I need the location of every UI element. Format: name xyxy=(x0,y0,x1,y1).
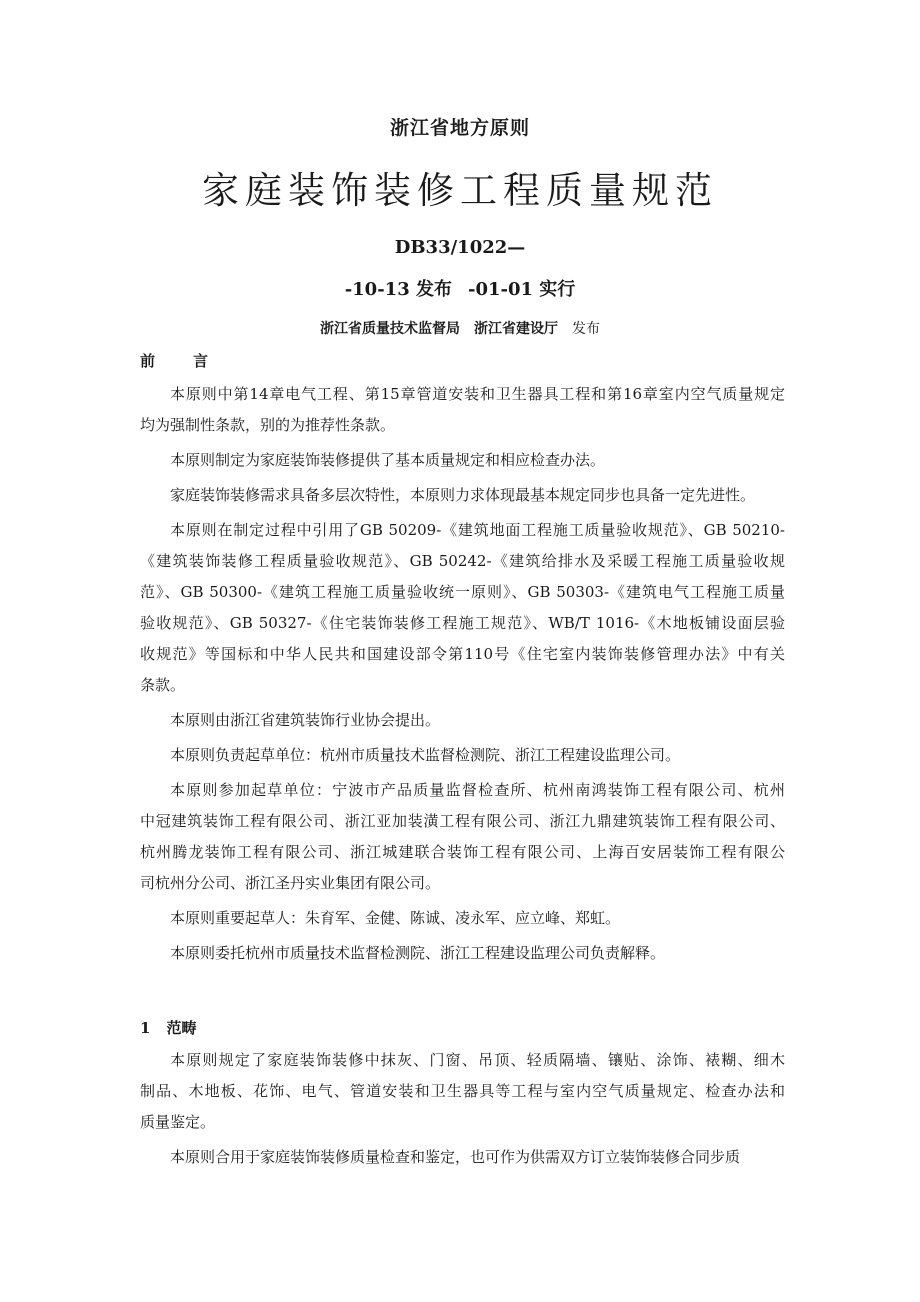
issuer-2: 浙江省建设厅 xyxy=(474,321,558,337)
standard-code: DB33/1022— xyxy=(394,237,526,258)
foreword-paragraph-line: 司杭州分公司、浙江圣丹实业集团有限公司。 xyxy=(140,874,441,892)
foreword-paragraph-line: 杭州腾龙装饰工程有限公司、浙江城建联合装饰工程有限公司、上海百安居装饰工程有限公 xyxy=(140,843,785,861)
section-1-paragraph-line: 质量鉴定。 xyxy=(140,1113,216,1131)
section-1-heading xyxy=(140,1017,196,1038)
foreword-paragraph xyxy=(140,445,785,476)
section-1-paragraph xyxy=(140,1045,785,1138)
foreword-paragraph xyxy=(140,705,785,736)
issue-date: -10-13 发布 xyxy=(344,279,452,300)
foreword-paragraph-line: 本原则参加起草单位：宁波市产品质量监督检查所、杭州南鸿装饰工程有限公司、杭州 xyxy=(170,781,785,799)
foreword-paragraph xyxy=(140,379,785,441)
issuer-suffix: 发布 xyxy=(572,321,600,337)
document-title: 家庭装饰装修工程质量规范 xyxy=(202,169,718,212)
foreword-paragraph-line: 本原则中第14章电气工程、第15章管道安装和卫生器具工程和第16章室内空气质量规定 xyxy=(170,385,785,403)
foreword-paragraph-line: 条款。 xyxy=(140,676,186,694)
foreword-paragraph xyxy=(140,903,785,934)
section-1-paragraph-line: 制品、木地板、花饰、电气、管道安装和卫生器具等工程与室内空气质量规定、检查办法和 xyxy=(140,1082,785,1100)
issuer-line xyxy=(0,318,920,338)
foreword-paragraph-line: 本原则委托杭州市质量技术监督检测院、浙江工程建设监理公司负责解释。 xyxy=(170,944,666,962)
foreword-paragraph-line: 本原则制定为家庭装饰装修提供了基本质量规定和相应检查办法。 xyxy=(170,451,606,469)
foreword-paragraph-line: 均为强制性条款，别的为推荐性条款。 xyxy=(140,416,396,434)
foreword-paragraph-line: 《建筑装饰装修工程质量验收规范》、GB 50242-《建筑给排水及采暖工程施工质量验收规 xyxy=(140,552,785,570)
foreword-paragraph-line: 本原则由浙江省建筑装饰行业协会提出。 xyxy=(170,711,441,729)
section-1-paragraph-line: 本原则合用于家庭装饰装修质量检查和鉴定，也可作为供需双方订立装饰装修合同步质 xyxy=(170,1148,741,1166)
foreword-paragraph-line: 本原则重要起草人：朱育军、金健、陈诚、凌永军、应立峰、郑虹。 xyxy=(170,909,621,927)
document-type: 浙江省地方原则 xyxy=(389,117,530,139)
foreword-paragraph xyxy=(140,515,785,701)
section-1-paragraph-line: 本原则规定了家庭装饰装修中抹灰、门窗、吊顶、轻质隔墙、镶贴、涂饰、裱糊、细木 xyxy=(170,1051,785,1069)
foreword-paragraph-line: 本原则在制定过程中引用了GB 50209-《建筑地面工程施工质量验收规范》、GB 50210- xyxy=(170,521,785,539)
foreword-paragraph xyxy=(140,775,785,899)
foreword-paragraph-line: 收规范》等国标和中华人民共和国建设部令第110号《住宅室内装饰装修管理办法》中有关 xyxy=(140,645,785,663)
issuer-1: 浙江省质量技术监督局 xyxy=(320,321,460,337)
section-1-paragraph xyxy=(140,1142,785,1173)
foreword-paragraph xyxy=(140,740,785,771)
date-line xyxy=(0,275,920,301)
foreword-paragraph-line: 范》、GB 50300-《建筑工程施工质量验收统一原则》、GB 50303-《建筑电气工程施工质量 xyxy=(140,583,785,601)
foreword-heading-a: 前 xyxy=(140,352,156,370)
foreword-paragraph-line: 中冠建筑装饰工程有限公司、浙江亚加装潢工程有限公司、浙江九鼎建筑装饰工程有限公司、 xyxy=(140,812,785,830)
foreword-paragraph-line: 家庭装饰装修需求具备多层次特性，本原则力求体现最基本规定同步也具备一定先进性。 xyxy=(170,486,756,504)
foreword-heading-b: 言 xyxy=(193,352,209,370)
section-1-number: 1 xyxy=(140,1019,151,1037)
foreword-heading xyxy=(140,350,208,371)
foreword-paragraph xyxy=(140,480,785,511)
foreword-paragraph xyxy=(140,938,785,969)
foreword-paragraph-line: 本原则负责起草单位：杭州市质量技术监督检测院、浙江工程建设监理公司。 xyxy=(170,746,681,764)
section-1-title: 范畴 xyxy=(166,1019,197,1037)
effective-date: -01-01 实行 xyxy=(468,279,576,300)
foreword-paragraph-line: 验收规范》、GB 50327-《住宅装饰装修工程施工规范》、WB/T 1016-《木地板铺设面层验 xyxy=(140,614,785,632)
